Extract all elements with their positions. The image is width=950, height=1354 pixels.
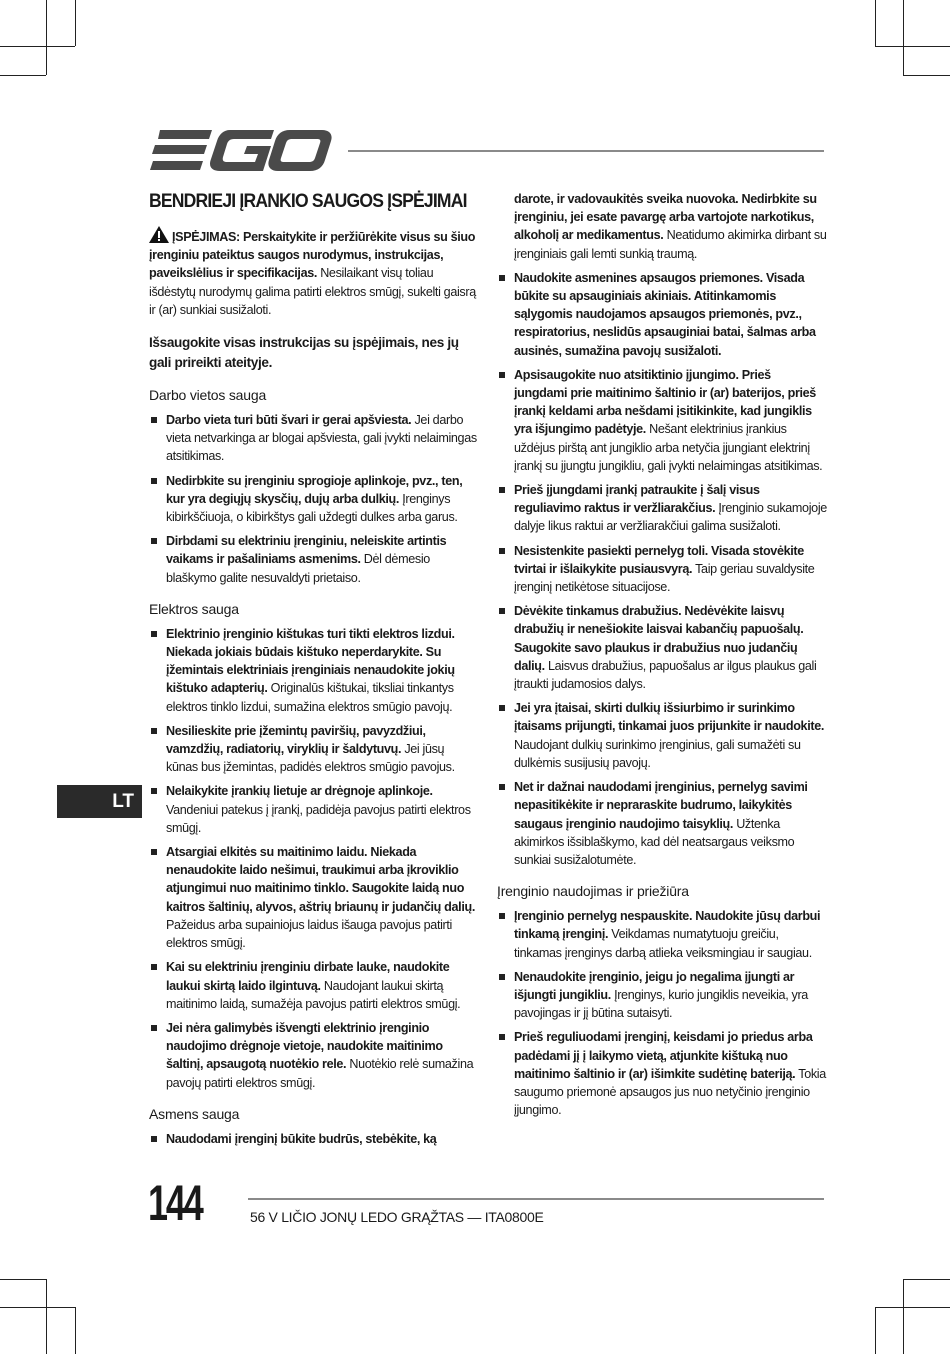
crop-mark [46, 1279, 47, 1354]
section-heading-personal: Asmens sauga [149, 1105, 240, 1122]
ego-logo [150, 130, 332, 172]
list-item: Nelaikykite įrankių lietuje ar drėgnoje aplinkoje. Vandeniui patekus į įrankį, padidėja pavojus patirti elektros smūgį. [149, 782, 479, 837]
crop-mark [903, 1279, 950, 1280]
warning-label: ĮSPĖJIMAS: [172, 230, 240, 244]
list-item: Jei nėra galimybės išvengti elektrinio įrenginio naudojimo drėgnoje vietoje, naudokite maitinimo šaltinį, apsaugotą nuotėkio rele. Nuotėkio relė sumažina pavojų patirti elektros smūgį. [149, 1019, 479, 1092]
list-item: Naudodami įrenginį būkite budrūs, stebėkite, ką [149, 1130, 479, 1148]
list-item: Nedirbkite su įrenginiu sprogioje aplinkoje, pvz., ten, kur yra degiųjų skysčių, dujų arba dulkių. Įrenginys kibirkščiuoja, o kibirkštys gali uždegti dulkes arba garus. [149, 472, 479, 527]
crop-mark [875, 1307, 876, 1354]
footer-product-title: 56 V LIČIO JONŲ LEDO GRĄŽTAS — ITA0800E [250, 1209, 544, 1225]
crop-mark [46, 0, 47, 75]
list-item-continuation: darote, ir vadovaukitės sveika nuovoka. Nedirbkite su įrenginiu, jei esate pavargę arba vartojote narkotikus, alkoholį ar medikamentus. Neatidumo akimirka dirbant su įrenginiais gali lemti sunkią traumą. [514, 192, 827, 261]
crop-mark [903, 75, 950, 76]
list-item: Kai su elektriniu įrenginiu dirbate lauke, naudokite laukui skirtą laido ilgintuvą. Naudojant laukui skirtą maitinimo laidą, sumažėja pavojus patirti elektros smūgį. [149, 958, 479, 1013]
page-number: 144 [148, 1175, 202, 1231]
right-column [497, 190, 827, 1131]
section-heading-use-care: Įrenginio naudojimas ir priežiūra [497, 883, 689, 900]
crop-mark [875, 46, 950, 47]
crop-mark [875, 1307, 950, 1308]
warning-triangle-icon [149, 226, 169, 243]
list-item: Nenaudokite įrenginio, jeigu jo negalima įjungti ar išjungti jungikliu. Įrenginys, kurio jungiklis neveikia, yra pavojingas ir jį būtina sutaisyti. [497, 968, 827, 1023]
left-column [149, 188, 479, 1160]
electrical-list [149, 625, 479, 1092]
crop-mark [0, 1279, 46, 1280]
warning-text: Nesilaikant visų toliau išdėstytų nurodymų galima patirti elektros smūgį, sukelti gaisrą ir (ar) sunkiai susižaloti. [149, 266, 476, 317]
list-item: Prieš įjungdami įrankį patraukite į šalį visus reguliavimo raktus ir veržliarakčius. Įrenginio sukamojoje dalyje likus raktui ar veržliarakčiui galima susižaloti. [497, 481, 827, 536]
section-heading-electrical: Elektros sauga [149, 600, 239, 617]
crop-mark [903, 0, 904, 75]
list-item: Apsisaugokite nuo atsitiktinio įjungimo. Prieš jungdami prie maitinimo šaltinio ir (ar) baterijos, prieš įrankį keldami arba nešdami įsitikinkite, kad jungiklis yra išjungimo padėtyje. Nešant elektrinius įrankius uždėjus pirštą ant jungiklio arba netyčia įjungiant elektrinį įrankį su įjungtu jungikliu, gali įvykti nelaimingas atsitikimas. [497, 366, 827, 475]
list-item: Elektrinio įrenginio kištukas turi tikti elektros lizdui. Niekada jokiais būdais kištuko neperdarykite. Su įžemintais elektriniais įrenginiais nenaudokite jokių kištuko adapterių. Originalūs kištukai, tiksliai tinkantys elektros tinklo lizdui, sumažina elektros smūgio pavojų. [149, 625, 479, 716]
crop-mark [903, 1279, 904, 1354]
language-tab: LT [57, 785, 142, 818]
crop-mark [0, 46, 75, 47]
warning-block [149, 226, 479, 319]
list-item: Naudokite asmenines apsaugos priemones. Visada būkite su apsauginiais akiniais. Atitinkamomis sąlygomis naudojamos apsaugos priemonės, pvz., respiratorius, neslidūs apsauginiai batai, šalmas arba ausinės, sumažina pavojų susižaloti. [497, 269, 827, 360]
save-instructions-note: Išsaugokite visas instrukcijas su įspėjimais, nes jų gali prireikti ateityje. [149, 335, 459, 371]
warning-bold-text: Perskaitykite ir peržiūrėkite visus su šiuo įrenginiu pateiktus saugos nurodymus, instrukcijas, paveikslėlius ir specifikacijas. [149, 230, 476, 281]
personal-list-continued [497, 269, 827, 869]
page-title: BENDRIEJI ĮRANKIO SAUGOS ĮSPĖJIMAI [149, 190, 467, 212]
list-item: Nesilieskite prie įžemintų paviršių, pavyzdžiui, vamzdžių, radiatorių, viryklių ir šaldytuvų. Jei jūsų kūnas bus įžemintas, padidės elektros smūgio pavojus. [149, 722, 479, 777]
footer-rule [248, 1198, 824, 1200]
list-item: Net ir dažnai naudodami įrenginius, pernelyg savimi nepasitikėkite ir nepraraskite budrumo, laikykitės saugaus įrenginio naudojimo taisyklių. Užtenka akimirkos išsiblaškymo, kad dėl neatsargaus veiksmo sunkiai susižalotumėte. [497, 778, 827, 869]
header-rule [348, 150, 824, 152]
list-item: Įrenginio pernelyg nespauskite. Naudokite jūsų darbui tinkamą įrenginį. Veikdamas numatytuoju greičiu, tinkamas įrenginys darbą atlieka veiksmingiau ir saugiau. [497, 907, 827, 962]
list-item: Darbo vieta turi būti švari ir gerai apšviesta. Jei darbo vieta netvarkinga ar blogai apšviesta, gali įvykti nelaimingas atsitikimas. [149, 411, 479, 466]
crop-mark [0, 1307, 75, 1308]
crop-mark [0, 75, 46, 76]
list-item: Dirbdami su elektriniu įrenginiu, neleiskite artintis vaikams ir pašaliniams asmenims. Dėl dėmesio blaškymo galite nesuvaldyti prietaiso. [149, 532, 479, 587]
personal-list [149, 1130, 479, 1148]
crop-mark [75, 1307, 76, 1354]
crop-mark [875, 0, 876, 46]
crop-mark [75, 0, 76, 46]
work-area-list [149, 411, 479, 587]
section-heading-work-area: Darbo vietos sauga [149, 387, 267, 404]
use-care-list [497, 907, 827, 1119]
list-item: Dėvėkite tinkamus drabužius. Nedėvėkite laisvų drabužių ir nenešiokite laisvai kabančių papuošalų. Saugokite savo plaukus ir drabužius nuo judančių dalių. Laisvus drabužius, papuošalus ar ilgus plaukus gali įtraukti judamosios dalys. [497, 602, 827, 693]
list-item: Jei yra įtaisai, skirti dulkių išsiurbimo ir surinkimo įtaisams prijungti, tinkamai juos prijunkite ir naudokite. Naudojant dulkių surinkimo įrenginius, gali sumažėti su dulkėmis susijusių pavojų. [497, 699, 827, 772]
list-item: Atsargiai elkitės su maitinimo laidu. Niekada nenaudokite laido nešimui, traukimui arba įkroviklio atjungimui nuo maitinimo tinklo. Saugokite laidą nuo kaitros šaltinių, alyvos, aštrių briaunų ir judančių dalių. Pažeidus arba supainiojus laidus išauga pavojus patirti elektros smūgį. [149, 843, 479, 952]
list-item: Prieš reguliuodami įrenginį, keisdami jo priedus arba padėdami jį į laikymo vietą, atjunkite kištuką nuo maitinimo šaltinio ir (ar) išimkite sudėtinę bateriją. Tokia saugumo priemonė apsaugos jus nuo netyčinio įrenginio įjungimo. [497, 1028, 827, 1119]
list-item: Nesistenkite pasiekti pernelyg toli. Visada stovėkite tvirtai ir išlaikykite pusiausvyrą. Taip geriau suvaldysite įrenginį netikėtose situacijose. [497, 542, 827, 597]
